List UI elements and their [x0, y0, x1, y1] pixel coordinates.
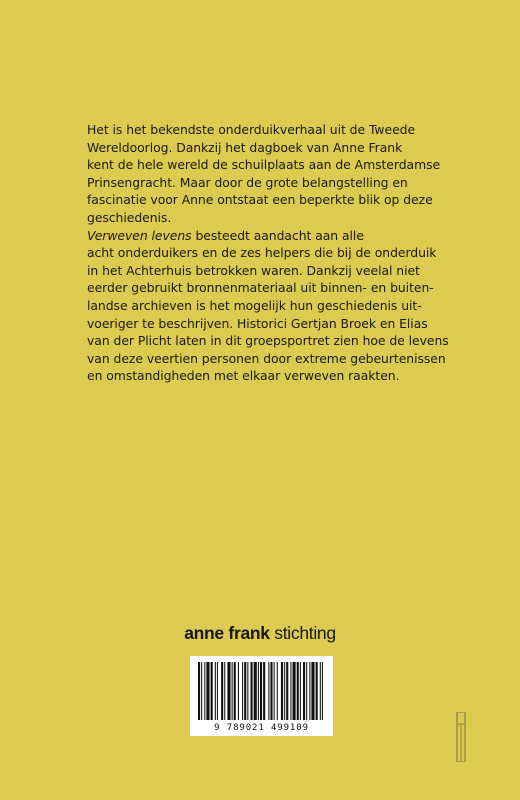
barcode-bar	[242, 662, 243, 720]
barcode-bar	[320, 662, 321, 720]
blurb-line-with-title	[87, 227, 432, 245]
blurb-line-rest: besteedt aandacht aan alle	[191, 227, 364, 243]
barcode-bar	[300, 662, 301, 720]
barcode-bar	[306, 662, 307, 720]
barcode-bar	[204, 662, 205, 720]
blurb-line: in het Achterhuis betrokken waren. Dankzij veelal niet	[87, 262, 420, 278]
barcode-bar	[238, 662, 239, 720]
barcode-bar	[232, 662, 233, 720]
barcode-bar	[268, 662, 269, 720]
barcode-bar	[270, 662, 272, 720]
barcode-bar	[251, 662, 253, 720]
barcode-bar	[297, 662, 299, 720]
publisher-logo-icon	[452, 712, 470, 762]
barcode-bar	[316, 662, 318, 720]
barcode-bar	[274, 662, 275, 720]
barcode-bar	[217, 662, 218, 720]
blurb-line: voeriger te beschrijven. Historici Gertjan Broek en Elias	[87, 315, 428, 331]
blurb-line: Wereldoorlog. Dankzij het dagboek van Anne Frank	[87, 139, 403, 155]
anne-frank-stichting-logo	[0, 623, 520, 644]
barcode-bar	[221, 662, 223, 720]
back-cover-blurb	[87, 121, 449, 385]
barcode-bar	[260, 662, 262, 720]
barcode-bar	[227, 662, 230, 720]
blurb-line: eerder gebruikt bronnenmateriaal uit binnen- en buiten-	[87, 280, 434, 296]
barcode-bar	[247, 662, 248, 720]
blurb-line: van deze veertien personen door extreme gebeurtenissen	[87, 350, 446, 366]
barcode-bar	[284, 662, 285, 720]
blurb-line: Prinsengracht. Maar door de grote belangstelling en	[87, 174, 408, 190]
blurb-line: kent de hele wereld de schuilplaats aan de Amsterdamse	[87, 157, 441, 173]
barcode-bar	[234, 662, 236, 720]
barcode-bar	[309, 662, 310, 720]
barcode-bar	[281, 662, 283, 720]
barcode-bar	[258, 662, 259, 720]
barcode-bar	[211, 662, 213, 720]
barcode-bar	[215, 662, 216, 720]
logo-regular-part: stichting	[269, 623, 336, 643]
barcode-bar	[254, 662, 257, 720]
barcode-bar	[311, 662, 314, 720]
isbn-barcode	[190, 656, 333, 736]
book-title-italic: Verweven levens	[87, 227, 192, 243]
isbn-number: 9 789021 499109	[214, 723, 309, 733]
barcode-bar	[198, 662, 200, 720]
barcode-bar	[224, 662, 225, 720]
barcode-bar	[206, 662, 209, 720]
barcode-bar	[293, 662, 296, 720]
barcode-bar	[263, 662, 265, 720]
barcode-bar	[322, 662, 323, 720]
blurb-line: fascinatie voor Anne ontstaat een beperkte blik op deze	[87, 192, 433, 208]
barcode-bar	[277, 662, 278, 720]
barcode-bar	[244, 662, 246, 720]
logo-bold-part: anne frank	[184, 623, 270, 643]
blurb-line: Het is het bekendste onderduikverhaal uit de Tweede	[87, 122, 416, 137]
blurb-line: geschiedenis.	[87, 209, 172, 225]
barcode-bars	[190, 656, 333, 724]
barcode-bar	[201, 662, 202, 720]
blurb-line: acht onderduikers en de zes helpers die bij de onderduik	[87, 245, 437, 261]
blurb-line: van der Plicht laten in dit groepsportret zien hoe de levens	[87, 333, 449, 349]
blurb-line: landse archieven is het mogelijk hun geschiedenis uit-	[87, 297, 422, 313]
barcode-bar	[286, 662, 288, 720]
barcode-bar	[303, 662, 305, 720]
barcode-bar	[290, 662, 291, 720]
blurb-line: en omstandigheden met elkaar verweven raakten.	[87, 368, 400, 384]
